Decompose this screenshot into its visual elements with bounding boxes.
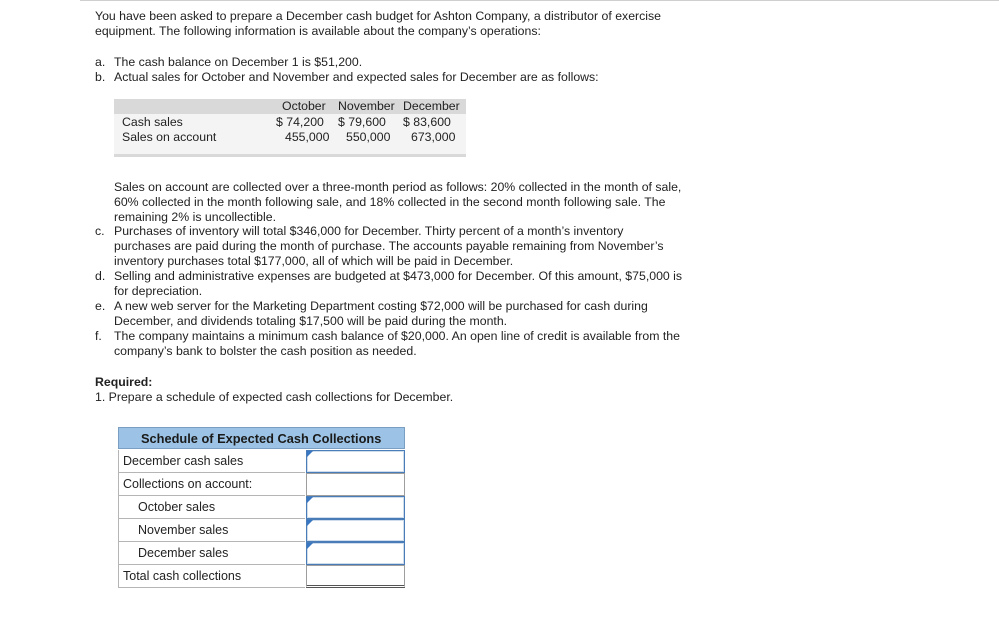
account-sales-december: 673,000 xyxy=(411,130,456,144)
required-task: 1. Prepare a schedule of expected cash collections for December. xyxy=(95,390,454,404)
december-cash-sales-input[interactable] xyxy=(306,450,405,473)
schedule-label-december-sales: December sales xyxy=(118,542,305,565)
item-b-text: Actual sales for October and November and expected sales for December are as follows: xyxy=(114,70,599,84)
item-e-line-1: A new web server for the Marketing Department costing $72,000 will be purchased for cash during xyxy=(114,299,648,313)
schedule-title: Schedule of Expected Cash Collections xyxy=(118,427,405,449)
schedule-label-december-cash-sales: December cash sales xyxy=(118,450,305,473)
item-c-line-3: inventory purchases total $177,000, all of which will be paid in December. xyxy=(114,254,514,268)
intro-line-2: equipment. The following information is available about the company’s operations: xyxy=(95,24,541,38)
item-a-letter: a. xyxy=(95,55,106,69)
input-marker-icon xyxy=(307,497,313,503)
cash-sales-november: $ 79,600 xyxy=(338,115,386,129)
item-e-line-2: December, and dividends totaling $17,500 will be paid during the month. xyxy=(114,314,508,328)
item-f-letter: f. xyxy=(95,329,102,343)
schedule-row-december-sales xyxy=(118,542,405,565)
intro-line-1: You have been asked to prepare a December cash budget for Ashton Company, a distributor of exercise xyxy=(95,9,661,23)
item-b-letter: b. xyxy=(95,70,106,84)
item-d-text xyxy=(114,269,724,299)
collection-terms-note xyxy=(114,180,724,225)
item-e-letter: e. xyxy=(95,299,106,313)
item-e-text xyxy=(114,299,724,329)
sales-table-bottom-band xyxy=(114,154,466,157)
november-sales-input[interactable] xyxy=(306,519,405,542)
input-marker-icon xyxy=(307,520,313,526)
header-october: October xyxy=(282,99,326,113)
schedule-label-total-cash-collections: Total cash collections xyxy=(118,565,305,588)
item-a-text: The cash balance on December 1 is $51,200. xyxy=(114,55,363,69)
row-label-sales-on-account: Sales on account xyxy=(122,130,217,144)
cash-sales-october: $ 74,200 xyxy=(276,115,324,129)
input-marker-icon xyxy=(307,451,313,457)
item-f-line-2: company’s bank to bolster the cash position as needed. xyxy=(114,344,417,358)
schedule-row-december-cash-sales xyxy=(118,450,405,473)
schedule-row-october-sales xyxy=(118,496,405,519)
collection-terms-line-2: 60% collected in the month following sale, and 18% collected in the second month following sale. The xyxy=(114,195,666,209)
october-sales-input[interactable] xyxy=(306,496,405,519)
sales-table xyxy=(114,99,466,157)
item-d-letter: d. xyxy=(95,269,106,283)
row-label-cash-sales: Cash sales xyxy=(122,115,183,129)
header-december: December xyxy=(403,99,460,113)
item-f-line-1: The company maintains a minimum cash balance of $20,000. An open line of credit is available from the xyxy=(114,329,680,343)
total-cash-collections-input[interactable] xyxy=(306,565,405,588)
schedule-label-collections-on-account: Collections on account: xyxy=(118,473,305,496)
item-d-line-2: for depreciation. xyxy=(114,284,203,298)
schedule-label-november-sales: November sales xyxy=(118,519,305,542)
december-sales-input[interactable] xyxy=(306,542,405,565)
item-c-line-2: purchases are paid during the month of purchase. The accounts payable remaining from November’s xyxy=(114,239,664,253)
intro-paragraph xyxy=(95,9,661,39)
item-c-text xyxy=(114,224,724,269)
schedule-row-november-sales xyxy=(118,519,405,542)
top-divider xyxy=(80,0,999,1)
input-marker-icon xyxy=(307,543,313,549)
schedule-row-total-cash-collections xyxy=(118,565,405,588)
schedule-label-october-sales: October sales xyxy=(118,496,305,519)
account-sales-october: 455,000 xyxy=(285,130,330,144)
cash-sales-december: $ 83,600 xyxy=(403,115,451,129)
collections-on-account-blank-cell xyxy=(306,473,405,496)
schedule-row-collections-on-account xyxy=(118,473,405,496)
item-d-line-1: Selling and administrative expenses are budgeted at $473,000 for December. Of this amount, $75,000 is xyxy=(114,269,683,283)
collection-terms-line-3: remaining 2% is uncollectible. xyxy=(114,210,276,224)
collection-terms-line-1: Sales on account are collected over a three-month period as follows: 20% collected in the month of sale, xyxy=(114,180,682,194)
item-f-text xyxy=(114,329,724,359)
required-heading: Required: xyxy=(95,375,153,389)
item-c-letter: c. xyxy=(95,224,105,238)
item-c-line-1: Purchases of inventory will total $346,000 for December. Thirty percent of a month’s inventory xyxy=(114,224,624,238)
account-sales-november: 550,000 xyxy=(346,130,391,144)
header-november: November xyxy=(338,99,395,113)
